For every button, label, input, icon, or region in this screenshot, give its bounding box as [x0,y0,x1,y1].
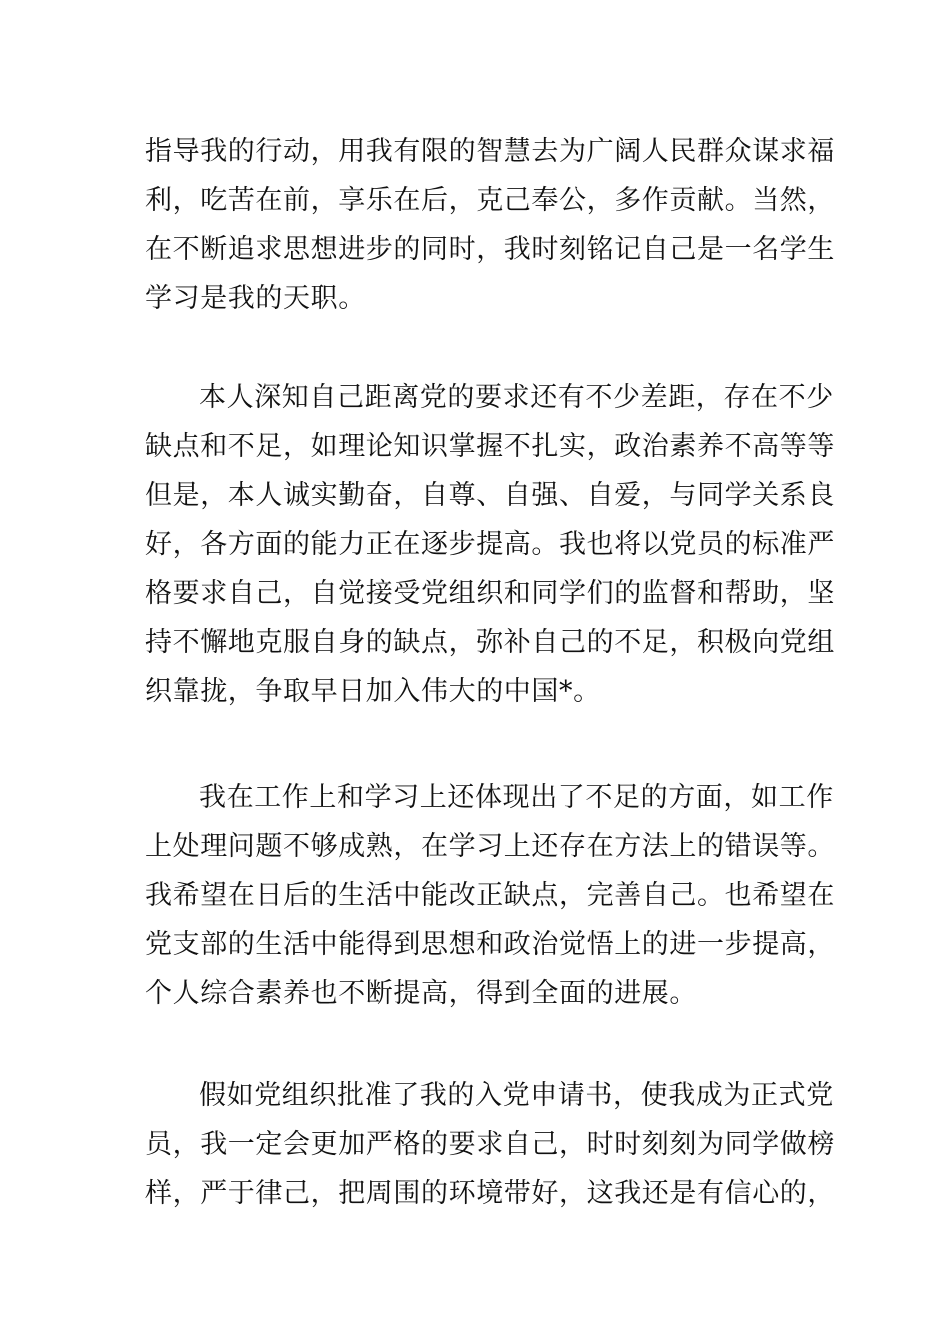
text-line: 员，我一定会更加严格的要求自己，时时刻刻为同学做榜 [145,1129,835,1160]
text-line: 织靠拢，争取早日加入伟大的中国*。 [145,676,601,707]
text-line: 我希望在日后的生活中能改正缺点，完善自己。也希望在 [145,880,835,911]
text-line: 利，吃苦在前，享乐在后，克己奉公，多作贡献。当然， [145,185,835,216]
text-line: 上处理问题不够成熟，在学习上还存在方法上的错误等。 [145,831,835,862]
text-line: 我在工作上和学习上还体现出了不足的方面，如工作 [199,782,834,813]
text-line: 持不懈地克服自身的缺点，弥补自己的不足，积极向党组 [145,627,835,658]
text-line: 在不断追求思想进步的同时，我时刻铭记自己是一名学生 [145,234,835,265]
text-line: 学习是我的天职。 [145,283,366,314]
text-line: 本人深知自己距离党的要求还有不少差距，存在不少 [199,382,834,413]
text-line: 但是，本人诚实勤奋，自尊、自强、自爱，与同学关系良 [145,480,835,511]
text-line: 好，各方面的能力正在逐步提高。我也将以党员的标准严 [145,529,835,560]
text-line: 样，严于律己，把周围的环境带好，这我还是有信心的， [145,1178,835,1209]
text-line: 缺点和不足，如理论知识掌握不扎实，政治素养不高等等 [145,431,835,462]
text-line: 指导我的行动，用我有限的智慧去为广阔人民群众谋求福 [145,136,835,167]
text-line: 格要求自己，自觉接受党组织和同学们的监督和帮助，坚 [145,578,835,609]
text-line: 个人综合素养也不断提高，得到全面的进展。 [145,978,697,1009]
text-line: 假如党组织批准了我的入党申请书，使我成为正式党 [199,1080,834,1111]
text-line: 党支部的生活中能得到思想和政治觉悟上的进一步提高， [145,929,835,960]
